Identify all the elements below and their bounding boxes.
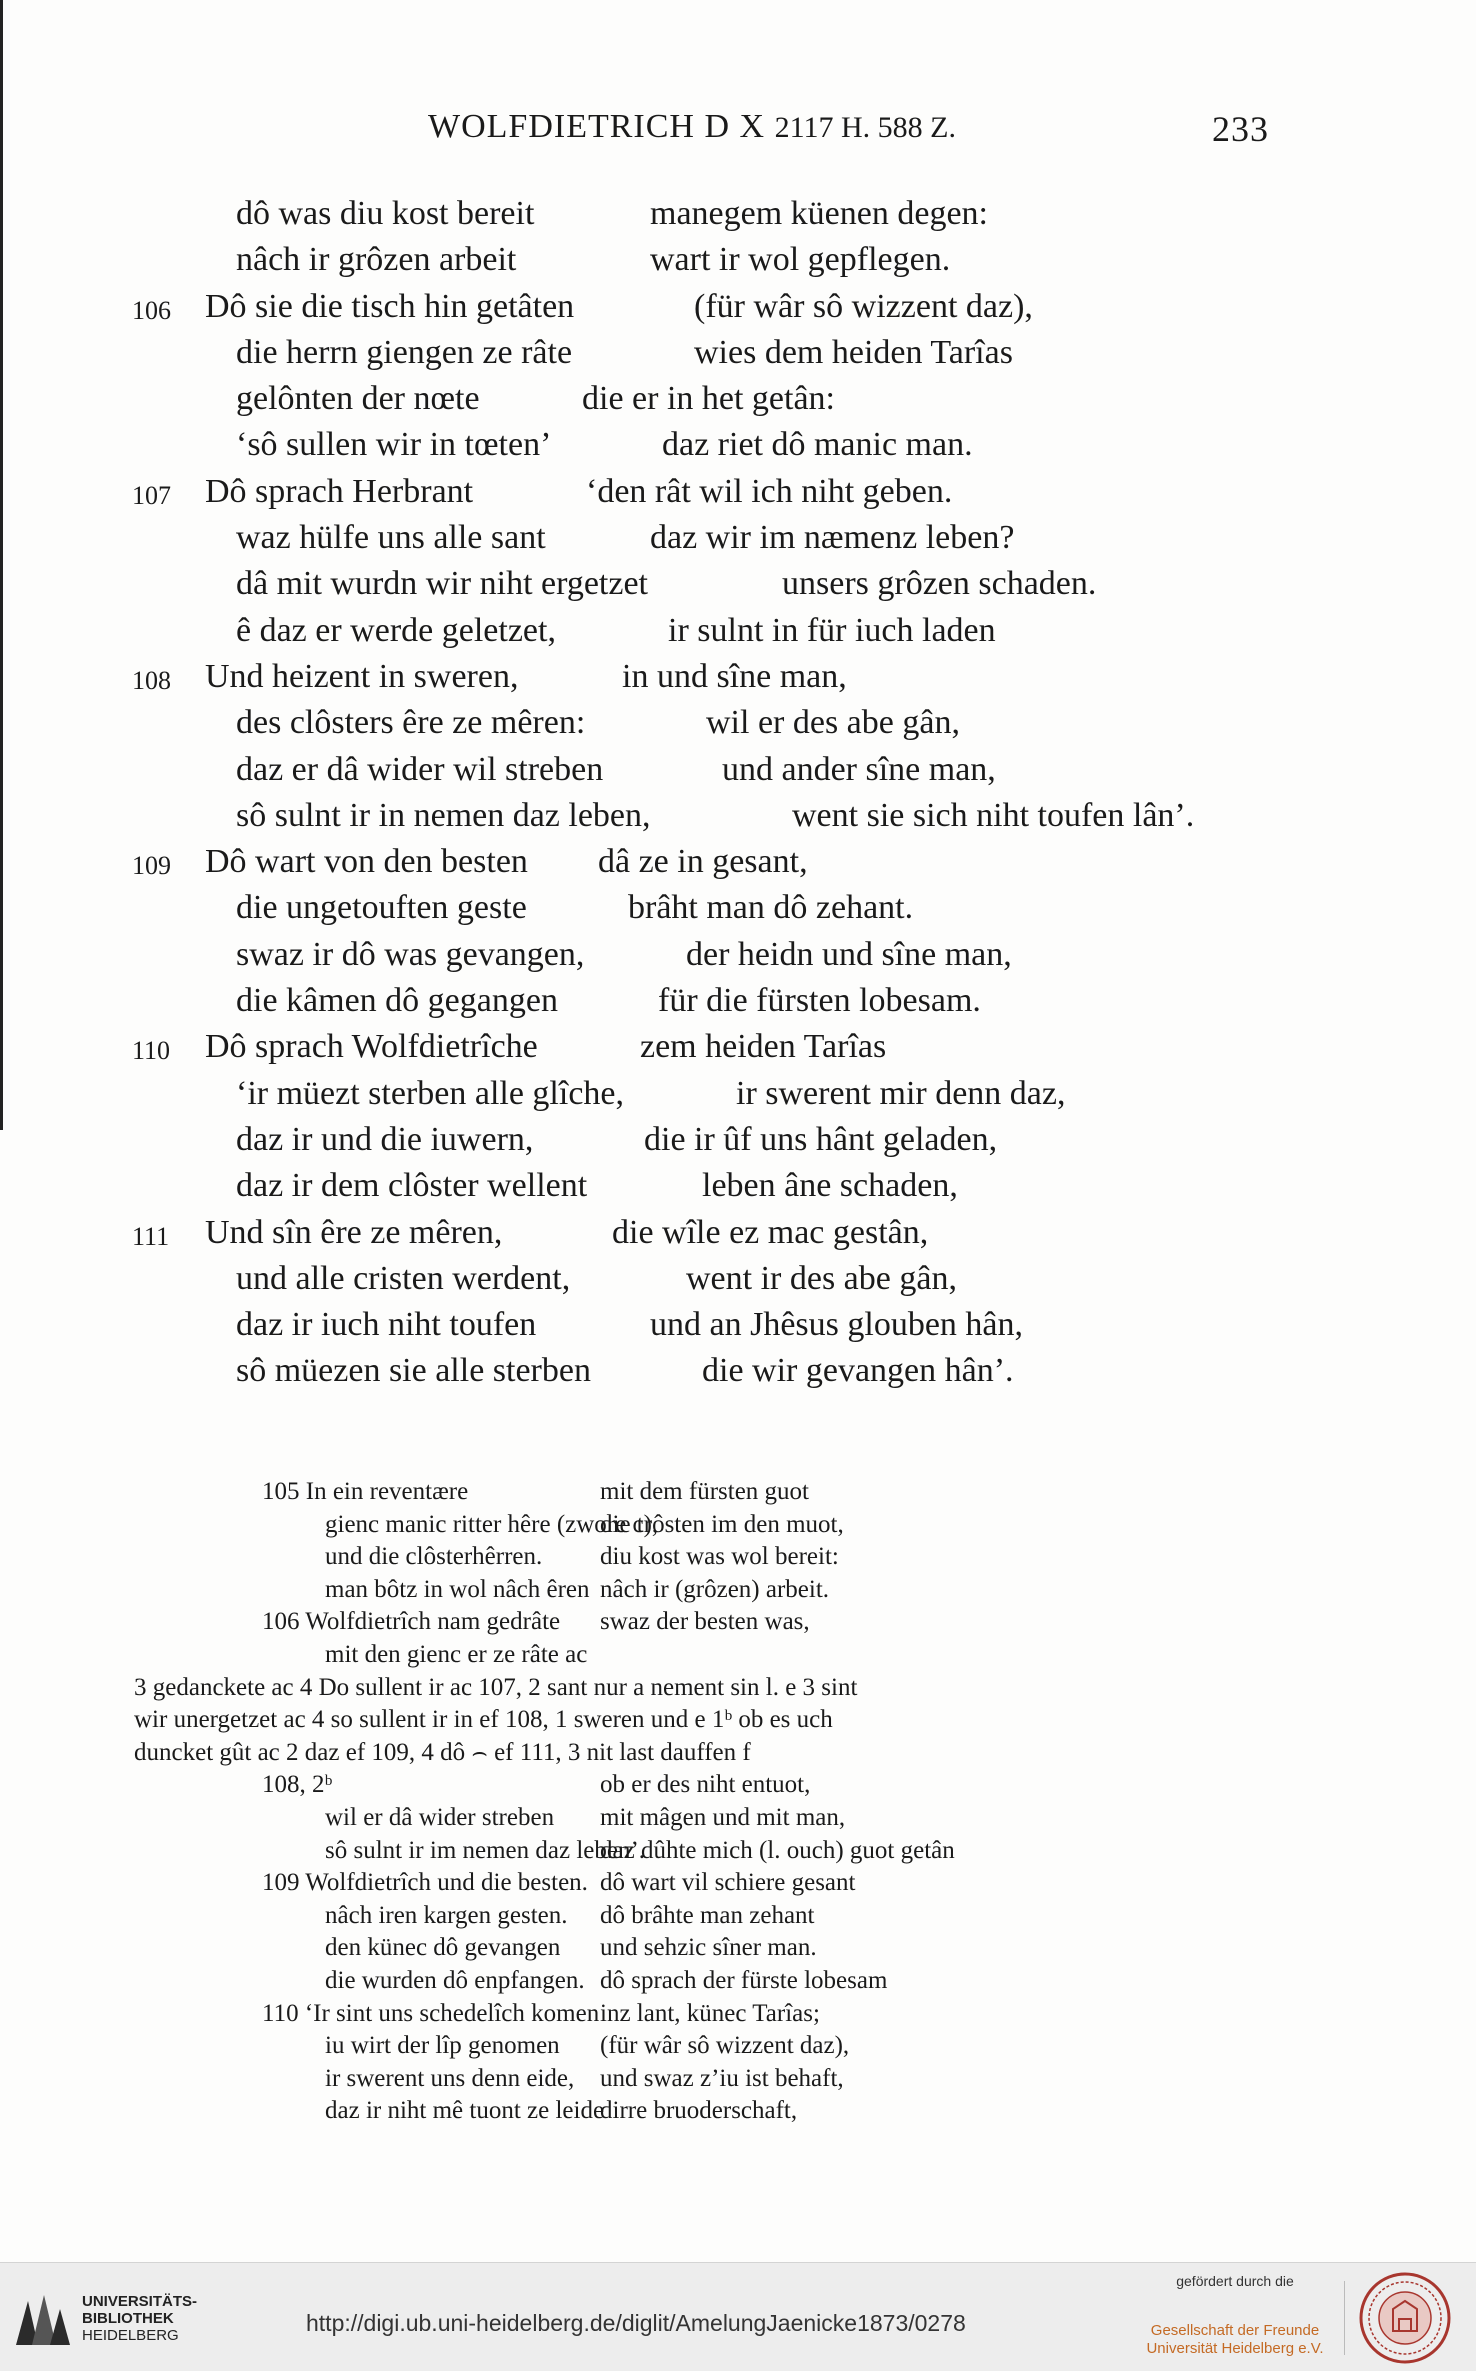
society-line-2: Universität Heidelberg e.V. [1146,2340,1324,2357]
stanza-number: 106 [132,295,171,325]
note-line [0,1674,1476,1707]
society-line-1: Gesellschaft der Freunde [1150,2322,1320,2339]
note-line [0,1576,1476,1609]
running-title [428,108,956,146]
verse-line [0,1260,1476,1306]
note-line [0,1543,1476,1576]
note-text: sô sulnt ir im nemen daz leben’. [325,1836,646,1864]
verse-first-half: ‘ir müezt sterben alle glîche, [236,1074,624,1112]
page-number: 233 [1212,109,1269,149]
note-second-half: nâch ir (grôzen) arbeit. [600,1575,830,1603]
verse-line [0,241,1476,287]
note-line [0,1739,1476,1772]
library-name [82,2293,197,2344]
verse-line [0,797,1476,843]
note-second-half: (für wâr sô wizzent daz), [600,2032,850,2060]
verse-second-half: die er in het getân: [582,380,836,418]
verse-line [0,889,1476,935]
verse-line [0,936,1476,982]
note-line [0,1478,1476,1511]
note-line [0,2097,1476,2130]
note-second-half: ob er des niht entuot, [600,1771,811,1799]
note-line [0,1902,1476,1935]
verse-first-half: die ungetouften geste [236,889,527,927]
running-title-main: WOLFDIETRICH D X [428,108,775,145]
verse-first-half: und alle cristen werdent, [236,1259,571,1297]
footer-bar [0,2262,1476,2371]
stanza-number: 107 [132,480,171,510]
verse-second-half: wart ir wol gepflegen. [650,241,951,279]
verse-line [0,380,1476,426]
note-text: mit den gienc er ze râte ac [325,1640,588,1668]
verse-line [0,1214,1476,1260]
verse-first-half: nâch ir grôzen arbeit [236,241,517,279]
note-second-half: inz lant, künec Tarîas; [600,1999,820,2027]
main-text [0,195,1476,1399]
verse-line [0,843,1476,889]
verse-first-half: gelônten der nœte [236,380,480,418]
note-text: man bôtz in wol nâch êren [325,1575,590,1603]
verse-first-half: daz ir und die iuwern, [236,1120,534,1158]
note-text: daz ir niht mê tuont ze leide [325,2097,605,2125]
note-second-half: mit dem fürsten guot [600,1478,809,1505]
verse-line [0,751,1476,797]
verse-first-half: dô was diu kost bereit [236,195,535,232]
note-text: nâch iren kargen gesten. [325,1901,568,1929]
verse-second-half: die wir gevangen hân’. [702,1352,1014,1390]
note-second-half: und swaz z’iu ist behaft, [600,2064,844,2092]
note-text: 110 ‘Ir sint uns schedelîch komen [262,1999,600,2027]
verse-line [0,1167,1476,1213]
verse-first-half: Und heizent in sweren, [205,657,519,695]
note-text: und die clôsterhêrren. [325,1543,543,1571]
note-text: iu wirt der lîp genomen [325,2032,560,2060]
stanza-number: 108 [132,665,171,695]
verse-line [0,1352,1476,1398]
note-second-half: dirre bruoderschaft, [600,2097,798,2125]
note-text: duncket gût ac 2 daz ef 109, 4 dô ⌢ ef 111, 3 nit last dauffen f [134,1738,751,1766]
note-second-half: dô wart vil schiere gesant [600,1869,856,1897]
note-text: wir unergetzet ac 4 so sullent ir in ef 108, 1 sweren und e 1ᵇ ob es uch [134,1706,833,1734]
verse-line [0,1121,1476,1167]
verse-first-half: dâ mit wurdn wir niht ergetzet [236,565,648,603]
library-line-2: BIBLIOTHEK [82,2310,174,2327]
verse-second-half: ir sulnt in für iuch laden [668,611,996,649]
verse-first-half: ê daz er werde geletzet, [236,611,556,649]
verse-first-half: sô sulnt ir in nemen daz leben, [236,796,651,834]
note-second-half: diu kost was wol bereit: [600,1543,839,1571]
verse-first-half: daz ir dem clôster wellent [236,1167,588,1205]
verse-first-half: daz er dâ wider wil streben [236,750,604,788]
note-second-half: dô sprach der fürste lobesam [600,1966,888,1994]
library-line-1: UNIVERSITÄTS- [82,2293,198,2310]
verse-first-half: die herrn giengen ze râte [236,333,573,371]
verse-second-half: der heidn und sîne man, [686,935,1012,973]
sponsor-block [1140,2273,1330,2358]
note-text: ir swerent uns denn eide, [325,2064,575,2092]
stanza-number: 111 [132,1221,170,1251]
verse-first-half: Dô sprach Herbrant [205,472,474,510]
university-seal-icon [1358,2271,1452,2365]
verse-line [0,426,1476,472]
verse-second-half: ir swerent mir denn daz, [736,1074,1066,1112]
verse-second-half: manegem küenen degen: [650,195,988,232]
verse-first-half: Dô sprach Wolfdietrîche [205,1028,538,1066]
verse-second-half: zem heiden Tarîas [640,1028,887,1066]
verse-line [0,334,1476,380]
verse-second-half: unsers grôzen schaden. [782,565,1097,603]
note-text: gienc manic ritter hêre (zwore c), [325,1510,659,1538]
verse-second-half: für die fürsten lobesam. [658,982,981,1020]
verse-line [0,704,1476,750]
verse-second-half: leben âne schaden, [702,1167,958,1205]
verse-line [0,473,1476,519]
note-line [0,1934,1476,1967]
verse-first-half: Dô sie die tisch hin getâten [205,287,575,325]
note-text: wil er dâ wider streben [325,1803,555,1831]
verse-second-half: wil er des abe gân, [706,704,960,742]
footer-divider [1344,2281,1345,2355]
note-text: 109 Wolfdietrîch und die besten. [262,1869,588,1897]
note-line [0,1608,1476,1641]
note-text: die wurden dô enpfangen. [325,1966,585,1994]
stanza-number: 110 [132,1036,171,1066]
verse-second-half: daz riet dô manic man. [662,426,973,464]
note-second-half: die trôsten im den muot, [600,1510,844,1538]
verse-line [0,195,1476,241]
verse-first-half: Und sîn êre ze mêren, [205,1213,503,1251]
note-line [0,2032,1476,2065]
verse-second-half: brâht man dô zehant. [628,889,914,927]
note-line [0,1706,1476,1739]
verse-line [0,612,1476,658]
stanza-number: 109 [132,851,171,881]
note-line [0,1804,1476,1837]
note-line [0,2000,1476,2033]
verse-second-half: went sie sich niht toufen lân’. [792,796,1195,834]
verse-second-half: went ir des abe gân, [686,1259,957,1297]
verse-line [0,519,1476,565]
note-second-half: mit mâgen und mit man, [600,1803,846,1831]
note-second-half: dô brâhte man zehant [600,1901,815,1929]
note-text: 108, 2ᵇ [262,1771,333,1799]
note-text: 3 gedanckete ac 4 Do sullent ir ac 107, 2 sant nur a nement sin l. e 3 sint [134,1673,858,1701]
verse-second-half: (für wâr sô wizzent daz), [694,287,1033,325]
note-text: 105 In ein reventære [262,1478,469,1505]
verse-line [0,658,1476,704]
verse-second-half: und an Jhêsus glouben hân, [650,1306,1024,1344]
verse-first-half: ‘sô sullen wir in tœten’ [236,426,552,464]
note-line [0,1869,1476,1902]
verse-second-half: daz wir im næmenz leben? [650,519,1015,557]
library-line-3: HEIDELBERG [82,2327,179,2344]
note-second-half: und sehzic sîner man. [600,1934,817,1962]
verse-second-half: wies dem heiden Tarîas [694,333,1013,371]
verse-second-half: ‘den rât wil ich niht geben. [586,472,953,510]
note-text: den künec dô gevangen [325,1934,561,1962]
verse-line [0,1075,1476,1121]
verse-first-half: daz ir iuch niht toufen [236,1306,537,1344]
note-second-half: swaz der besten was, [600,1608,810,1636]
sponsor-label: gefördert durch die [1176,2273,1294,2289]
note-line [0,1771,1476,1804]
note-line [0,1967,1476,2000]
verse-first-half: die kâmen dô gegangen [236,982,558,1020]
society-name [1140,2322,1330,2358]
verse-line [0,565,1476,611]
verse-line [0,288,1476,334]
verse-first-half: des clôsters êre ze mêren: [236,704,586,742]
verse-line [0,982,1476,1028]
verse-second-half: und ander sîne man, [722,750,996,788]
verse-second-half: dâ ze in gesant, [598,843,808,881]
note-line [0,1511,1476,1544]
running-title-sub: 2117 H. 588 Z. [774,111,956,144]
permalink-url[interactable]: http://digi.ub.uni-heidelberg.de/diglit/AmelungJaenicke1873/0278 [306,2310,966,2336]
verse-first-half: sô müezen sie alle sterben [236,1352,591,1390]
note-text: 106 Wolfdietrîch nam gedrâte [262,1608,561,1636]
verse-first-half: Dô wart von den besten [205,843,528,881]
running-header [0,108,1476,158]
verse-line [0,1028,1476,1074]
verse-first-half: waz hülfe uns alle sant [236,519,546,557]
verse-second-half: die ir ûf uns hânt geladen, [644,1120,998,1158]
note-second-half: daz dûhte mich (l. ouch) guot getân [600,1836,955,1864]
verse-first-half: swaz ir dô was gevangen, [236,935,585,973]
verse-second-half: die wîle ez mac gestân, [612,1213,929,1251]
apparatus-notes [0,1478,1476,2130]
verse-line [0,1306,1476,1352]
verse-second-half: in und sîne man, [622,657,847,695]
ub-heidelberg-logo-icon [12,2291,74,2349]
note-line [0,1837,1476,1870]
note-line [0,2065,1476,2098]
note-line [0,1641,1476,1674]
